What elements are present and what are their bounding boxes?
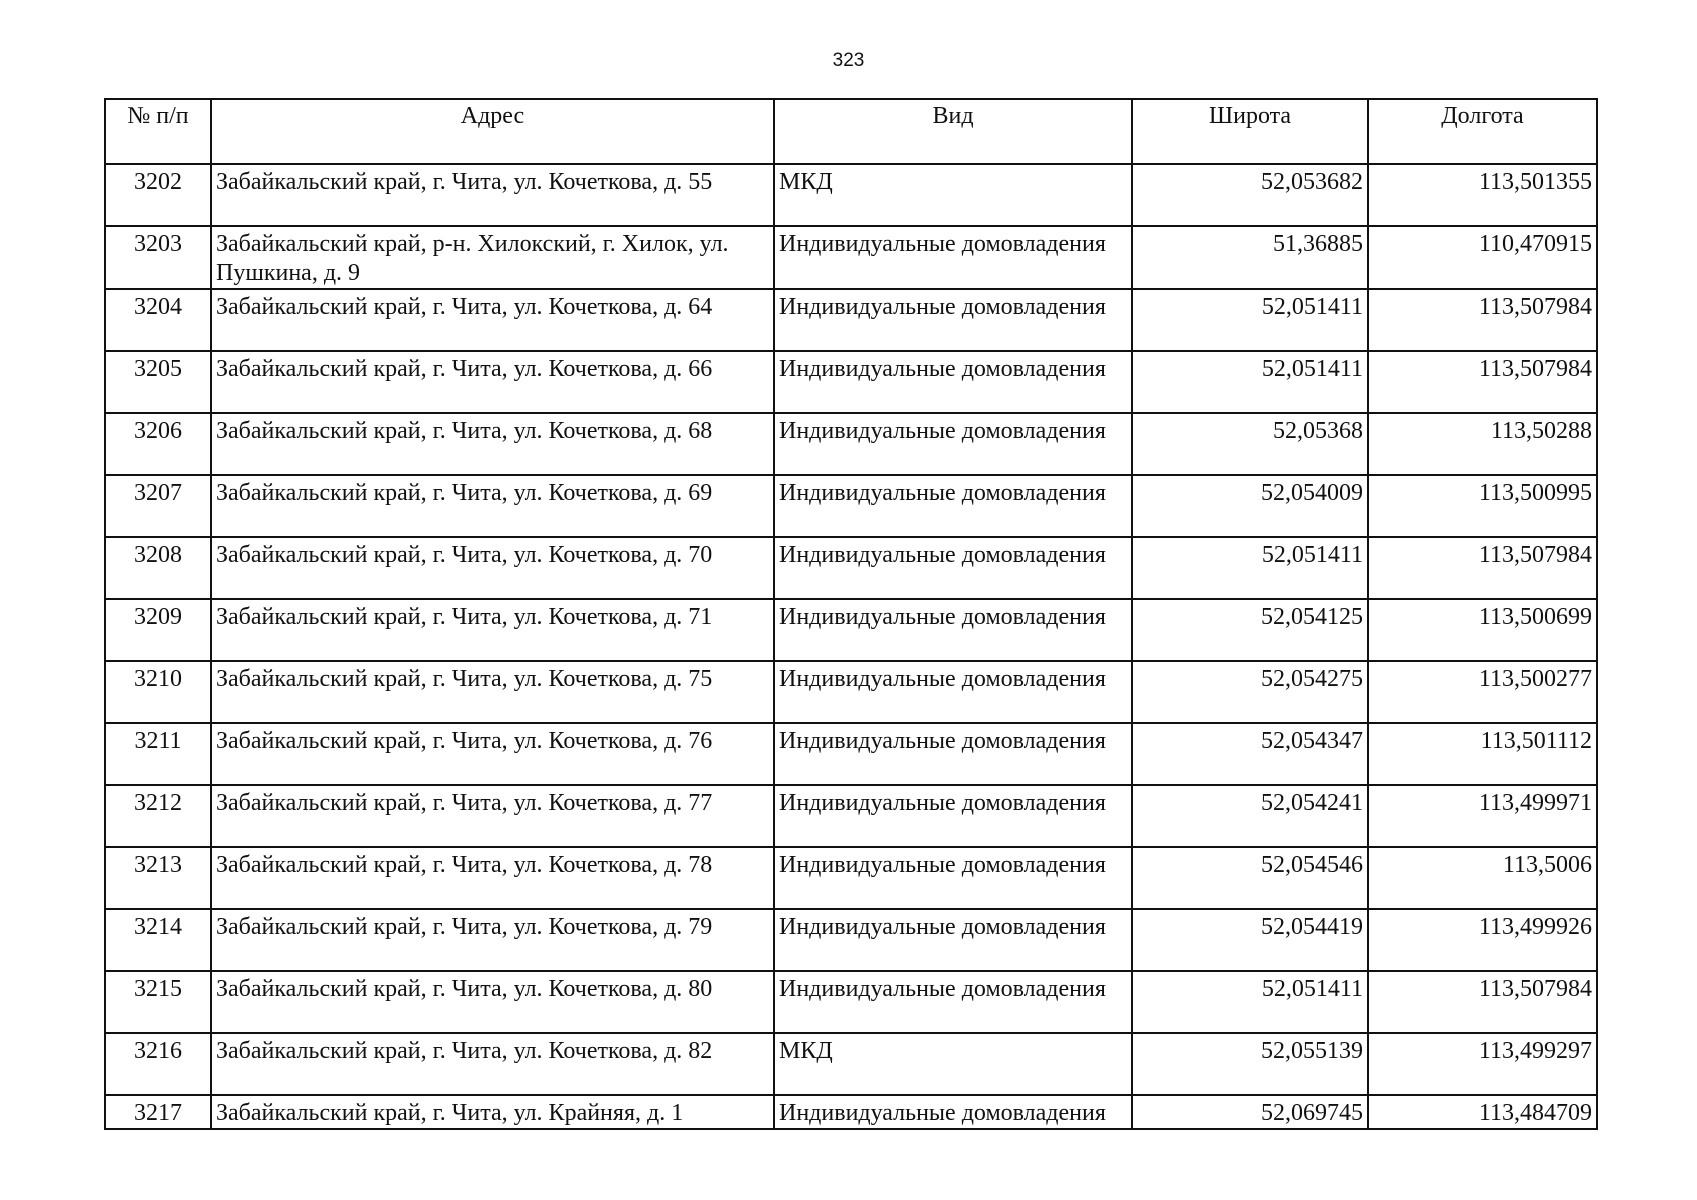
cell-num: 3207 — [105, 475, 211, 537]
cell-longitude: 113,500995 — [1368, 475, 1597, 537]
cell-latitude: 52,069745 — [1132, 1095, 1368, 1129]
cell-longitude: 113,501112 — [1368, 723, 1597, 785]
table-row — [105, 599, 1597, 661]
cell-address: Забайкальский край, г. Чита, ул. Кочеткова, д. 66 — [211, 351, 774, 413]
cell-kind: Индивидуальные домовладения — [774, 661, 1132, 723]
table-header-row — [105, 99, 1597, 164]
cell-longitude: 113,484709 — [1368, 1095, 1597, 1129]
cell-num: 3217 — [105, 1095, 211, 1129]
cell-num: 3202 — [105, 164, 211, 226]
cell-num: 3216 — [105, 1033, 211, 1095]
cell-latitude: 52,054009 — [1132, 475, 1368, 537]
cell-num: 3212 — [105, 785, 211, 847]
cell-kind: Индивидуальные домовладения — [774, 226, 1132, 289]
cell-latitude: 52,051411 — [1132, 289, 1368, 351]
cell-kind: Индивидуальные домовладения — [774, 475, 1132, 537]
cell-address: Забайкальский край, г. Чита, ул. Кочеткова, д. 68 — [211, 413, 774, 475]
cell-num: 3203 — [105, 226, 211, 289]
header-address: Адрес — [211, 99, 774, 164]
cell-address: Забайкальский край, г. Чита, ул. Кочеткова, д. 75 — [211, 661, 774, 723]
table-row — [105, 537, 1597, 599]
cell-kind: Индивидуальные домовладения — [774, 537, 1132, 599]
table-row — [105, 1033, 1597, 1095]
cell-latitude: 52,054275 — [1132, 661, 1368, 723]
table-row — [105, 661, 1597, 723]
table-row — [105, 971, 1597, 1033]
cell-latitude: 52,054347 — [1132, 723, 1368, 785]
cell-latitude: 52,053682 — [1132, 164, 1368, 226]
cell-address: Забайкальский край, г. Чита, ул. Кочеткова, д. 69 — [211, 475, 774, 537]
cell-address: Забайкальский край, р-н. Хилокский, г. Хилок, ул. Пушкина, д. 9 — [211, 226, 774, 289]
cell-num: 3209 — [105, 599, 211, 661]
cell-longitude: 113,500277 — [1368, 661, 1597, 723]
cell-address: Забайкальский край, г. Чита, ул. Крайняя, д. 1 — [211, 1095, 774, 1129]
cell-num: 3210 — [105, 661, 211, 723]
table-row — [105, 413, 1597, 475]
cell-kind: Индивидуальные домовладения — [774, 351, 1132, 413]
cell-kind: МКД — [774, 1033, 1132, 1095]
cell-latitude: 52,054546 — [1132, 847, 1368, 909]
cell-address: Забайкальский край, г. Чита, ул. Кочеткова, д. 76 — [211, 723, 774, 785]
table-row — [105, 847, 1597, 909]
table-row — [105, 475, 1597, 537]
cell-latitude: 51,36885 — [1132, 226, 1368, 289]
cell-num: 3208 — [105, 537, 211, 599]
cell-longitude: 113,507984 — [1368, 289, 1597, 351]
table-row — [105, 909, 1597, 971]
cell-longitude: 110,470915 — [1368, 226, 1597, 289]
cell-kind: МКД — [774, 164, 1132, 226]
cell-longitude: 113,50288 — [1368, 413, 1597, 475]
header-kind: Вид — [774, 99, 1132, 164]
cell-address: Забайкальский край, г. Чита, ул. Кочеткова, д. 77 — [211, 785, 774, 847]
cell-address: Забайкальский край, г. Чита, ул. Кочеткова, д. 64 — [211, 289, 774, 351]
cell-address: Забайкальский край, г. Чита, ул. Кочеткова, д. 80 — [211, 971, 774, 1033]
table-row — [105, 1095, 1597, 1129]
cell-longitude: 113,5006 — [1368, 847, 1597, 909]
cell-kind: Индивидуальные домовладения — [774, 1095, 1132, 1129]
cell-address: Забайкальский край, г. Чита, ул. Кочеткова, д. 82 — [211, 1033, 774, 1095]
cell-address: Забайкальский край, г. Чита, ул. Кочеткова, д. 78 — [211, 847, 774, 909]
cell-kind: Индивидуальные домовладения — [774, 785, 1132, 847]
cell-address: Забайкальский край, г. Чита, ул. Кочеткова, д. 79 — [211, 909, 774, 971]
cell-latitude: 52,05368 — [1132, 413, 1368, 475]
cell-latitude: 52,054125 — [1132, 599, 1368, 661]
cell-address: Забайкальский край, г. Чита, ул. Кочеткова, д. 70 — [211, 537, 774, 599]
cell-latitude: 52,051411 — [1132, 351, 1368, 413]
cell-latitude: 52,055139 — [1132, 1033, 1368, 1095]
cell-num: 3213 — [105, 847, 211, 909]
cell-longitude: 113,499926 — [1368, 909, 1597, 971]
header-num: № п/п — [105, 99, 211, 164]
cell-latitude: 52,054419 — [1132, 909, 1368, 971]
cell-latitude: 52,051411 — [1132, 971, 1368, 1033]
table-row — [105, 164, 1597, 226]
cell-longitude: 113,499971 — [1368, 785, 1597, 847]
cell-latitude: 52,051411 — [1132, 537, 1368, 599]
cell-latitude: 52,054241 — [1132, 785, 1368, 847]
cell-longitude: 113,507984 — [1368, 351, 1597, 413]
cell-longitude: 113,507984 — [1368, 971, 1597, 1033]
table-row — [105, 785, 1597, 847]
cell-kind: Индивидуальные домовладения — [774, 847, 1132, 909]
cell-longitude: 113,500699 — [1368, 599, 1597, 661]
cell-kind: Индивидуальные домовладения — [774, 289, 1132, 351]
cell-num: 3211 — [105, 723, 211, 785]
cell-longitude: 113,507984 — [1368, 537, 1597, 599]
cell-num: 3215 — [105, 971, 211, 1033]
cell-address: Забайкальский край, г. Чита, ул. Кочеткова, д. 71 — [211, 599, 774, 661]
cell-address: Забайкальский край, г. Чита, ул. Кочеткова, д. 55 — [211, 164, 774, 226]
cell-kind: Индивидуальные домовладения — [774, 599, 1132, 661]
table-row — [105, 351, 1597, 413]
table-row — [105, 289, 1597, 351]
cell-kind: Индивидуальные домовладения — [774, 723, 1132, 785]
cell-kind: Индивидуальные домовладения — [774, 413, 1132, 475]
cell-num: 3206 — [105, 413, 211, 475]
cell-kind: Индивидуальные домовладения — [774, 971, 1132, 1033]
cell-longitude: 113,499297 — [1368, 1033, 1597, 1095]
cell-kind: Индивидуальные домовладения — [774, 909, 1132, 971]
table-row — [105, 723, 1597, 785]
cell-num: 3204 — [105, 289, 211, 351]
header-longitude: Долгота — [1368, 99, 1597, 164]
cell-num: 3214 — [105, 909, 211, 971]
cell-num: 3205 — [105, 351, 211, 413]
header-latitude: Широта — [1132, 99, 1368, 164]
address-table — [104, 98, 1598, 1130]
table-row — [105, 226, 1597, 289]
cell-longitude: 113,501355 — [1368, 164, 1597, 226]
page-number: 323 — [832, 50, 865, 71]
